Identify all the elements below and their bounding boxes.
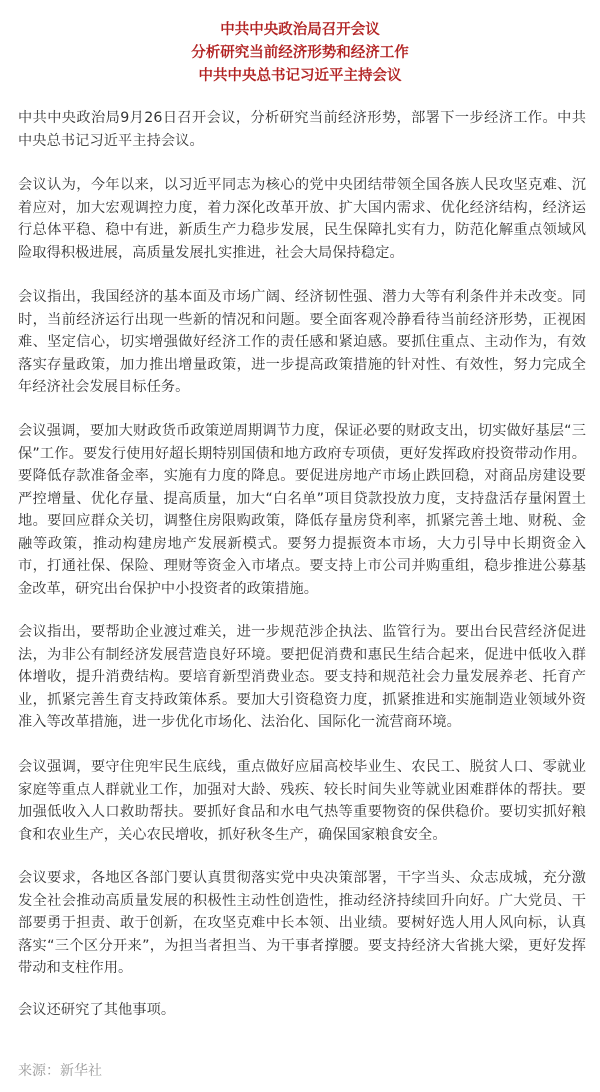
- paragraph-6: 会议强调，要守住兜牢民生底线，重点做好应届高校毕业生、农民工、脱贫人口、零就业家庭等重点人群就业工作，加强对大龄、残疾、较长时间失业等就业困难群体的帮扶。要加强低收入人口救助帮扶。要抓好食品和水电气热等重要物资的保供稳价。要切实抓好粮食和农业生产，关心农民增收，抓好秋冬生产，确保国家粮食安全。: [18, 759, 586, 843]
- headline-line-1: 中共中央政治局召开会议: [220, 22, 380, 38]
- paragraph-1: 中共中央政治局9月26日召开会议，分析研究当前经济形势，部署下一步经济工作。中共中央总书记习近平主持会议。: [18, 110, 586, 149]
- paragraph-5: 会议指出，要帮助企业渡过难关，进一步规范涉企执法、监管行为。要出台民营经济促进法，为非公有制经济发展营造良好环境。要把促消费和惠民生结合起来，促进中低收入群体增收，提升消费结构。要培育新型消费业态。要支持和规范社会力量发展养老、托育产业，抓紧完善生育支持政策体系。要加大引资稳资力度，抓紧推进和实施制造业领域外资准入等改革措施，进一步优化市场化、法治化、国际化一流营商环境。: [18, 624, 586, 730]
- paragraph-8: 会议还研究了其他事项。: [18, 1002, 176, 1018]
- headline-line-2: 分析研究当前经济形势和经济工作: [191, 45, 409, 61]
- paragraph-2: 会议认为，今年以来，以习近平同志为核心的党中央团结带领全国各族人民攻坚克难、沉着应对，加大宏观调控力度，着力深化改革开放、扩大国内需求、优化经济结构，经济运行总体平稳、稳中有进，新质生产力稳步发展，民生保障扎实有力，防范化解重点领域风险取得积极进展，高质量发展扎实推进，社会大局保持稳定。: [18, 177, 586, 261]
- paragraph-4: 会议强调，要加大财政货币政策逆周期调节力度，保证必要的财政支出，切实做好基层“三保”工作。要发行使用好超长期特别国债和地方政府专项债，更好发挥政府投资带动作用。要降低存款准备金率，实施有力度的降息。要促进房地产市场止跌回稳，对商品房建设要严控增量、优化存量、提高质量，加大“白名单”项目贷款投放力度，支持盘活存量闲置土地。要回应群众关切，调整住房限购政策，降低存量房贷利率，抓紧完善土地、财税、金融等政策，推动构建房地产发展新模式。要努力提振资本市场，大力引导中长期资金入市，打通社保、保险、理财等资金入市堵点。要支持上市公司并购重组，稳步推进公募基金改革，研究出台保护中小投资者的政策措施。: [18, 423, 586, 597]
- headline-line-3: 中共中央总书记习近平主持会议: [198, 68, 402, 84]
- paragraph-3: 会议指出，我国经济的基本面及市场广阔、经济韧性强、潜力大等有利条件并未改变。同时，当前经济运行出现一些新的情况和问题。要全面客观冷静看待当前经济形势，正视困难、坚定信心，切实增强做好经济工作的责任感和紧迫感。要抓住重点、主动作为，有效落实存量政策，加力推出增量政策，进一步提高政策措施的针对性、有效性，努力完成全年经济社会发展目标任务。: [18, 289, 586, 395]
- paragraph-7: 会议要求，各地区各部门要认真贯彻落实党中央决策部署，干字当头、众志成城，充分激发全社会推动高质量发展的积极性主动性创造性，推动经济持续回升向好。广大党员、干部要勇于担责、敢于创新，在攻坚克难中长本领、出业绩。要树好选人用人风向标，认真落实“三个区分开来”，为担当者担当、为干事者撑腰。要支持经济大省挑大梁，更好发挥带动和支柱作用。: [18, 870, 586, 976]
- source-attribution: 来源：新华社: [18, 1063, 102, 1079]
